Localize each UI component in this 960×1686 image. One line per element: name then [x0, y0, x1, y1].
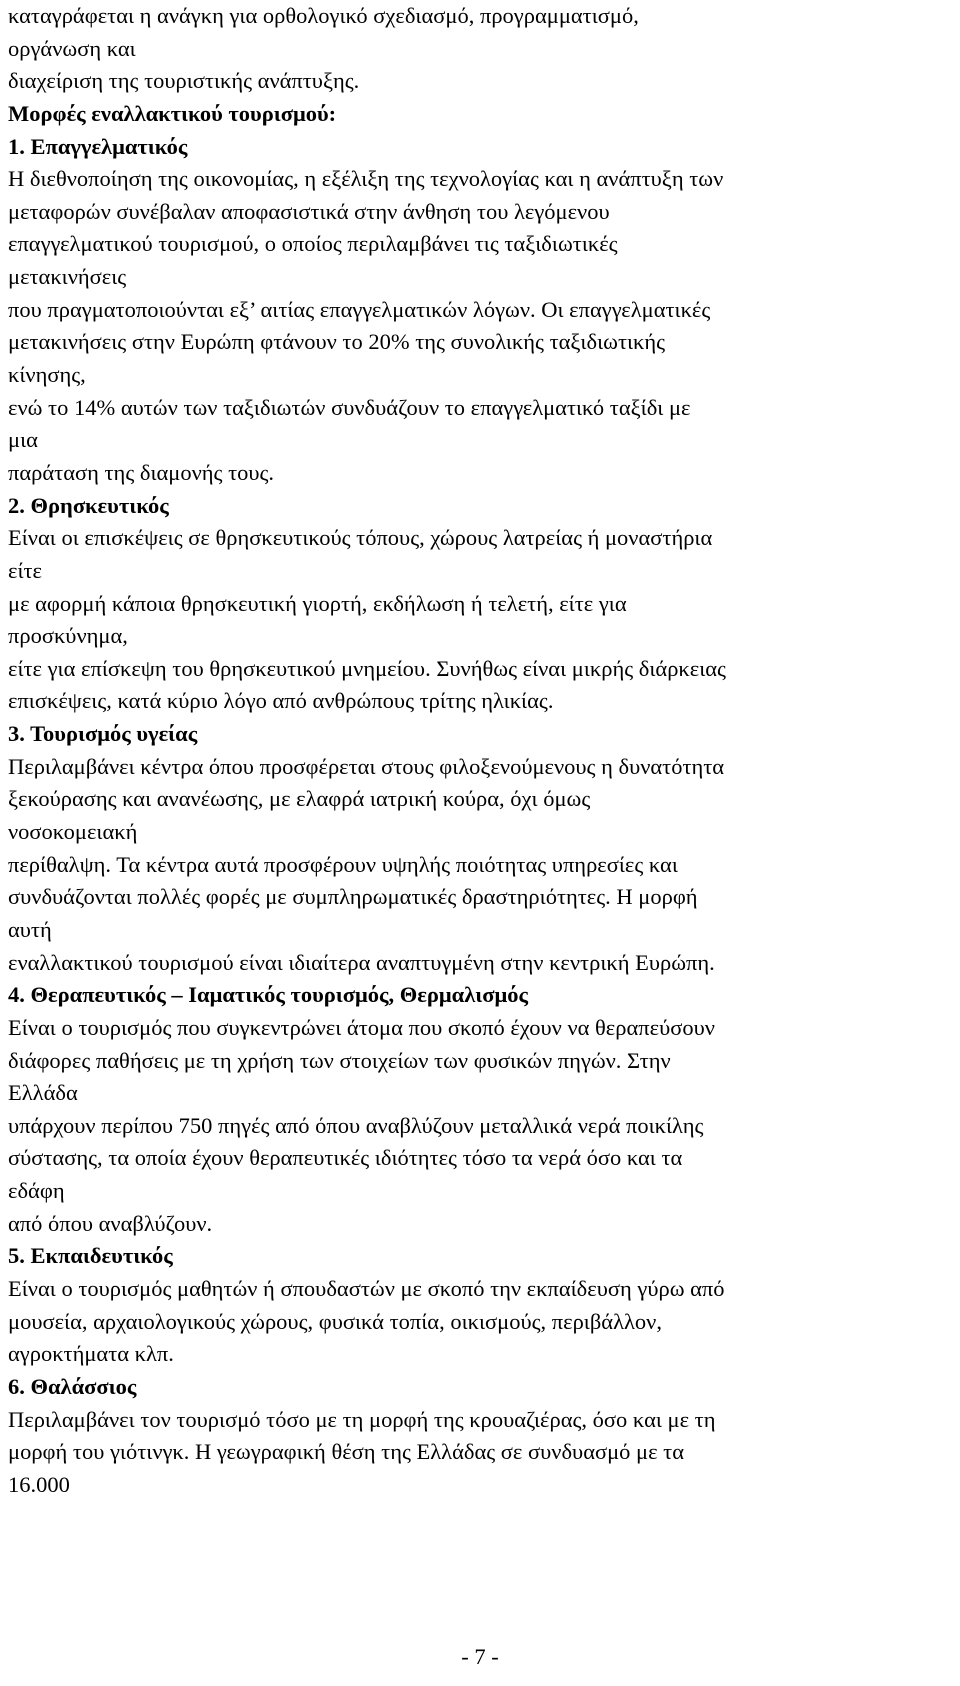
- text-line: συνδυάζονται πολλές φορές με συμπληρωματικές δραστηριότητες. Η μορφή: [8, 884, 698, 910]
- text-line: μετακινήσεις: [8, 264, 127, 290]
- text-line: Η διεθνοποίηση της οικονομίας, η εξέλιξη της τεχνολογίας και η ανάπτυξη των: [8, 166, 724, 192]
- text-line: Περιλαμβάνει τον τουρισμό τόσο με τη μορφή της κρουαζιέρας, όσο και με τη: [8, 1406, 716, 1432]
- text-line: νοσοκομειακή: [8, 819, 138, 845]
- text-line: Ελλάδα: [8, 1080, 78, 1106]
- text-line: περίθαλψη. Τα κέντρα αυτά προσφέρουν υψηλής ποιότητας υπηρεσίες και: [8, 851, 678, 877]
- section-heading: 5. Εκπαιδευτικός: [8, 1243, 173, 1269]
- text-line: μετακινήσεις στην Ευρώπη φτάνουν το 20% της συνολικής ταξιδιωτικής: [8, 329, 666, 355]
- text-line: εναλλακτικού τουρισμού είναι ιδιαίτερα αναπτυγμένη στην κεντρική Ευρώπη.: [8, 949, 715, 975]
- text-line: προσκύνημα,: [8, 623, 128, 649]
- text-line: που πραγματοποιούνται εξ’ αιτίας επαγγελματικών λόγων. Οι επαγγελματικές: [8, 296, 711, 322]
- text-line: είτε για επίσκεψη του θρησκευτικού μνημείου. Συνήθως είναι μικρής διάρκειας: [8, 655, 726, 681]
- document-body: [8, 0, 958, 1501]
- section-heading: 6. Θαλάσσιος: [8, 1373, 137, 1399]
- text-line: Είναι ο τουρισμός μαθητών ή σπουδαστών με σκοπό την εκπαίδευση γύρω από: [8, 1275, 725, 1301]
- text-line: κίνησης,: [8, 362, 86, 388]
- text-line: παράταση της διαμονής τους.: [8, 459, 275, 485]
- text-line: αυτή: [8, 916, 52, 942]
- section-heading: 1. Επαγγελματικός: [8, 133, 188, 159]
- text-line: μεταφορών συνέβαλαν αποφασιστικά στην άνθηση του λεγόμενου: [8, 198, 610, 224]
- text-line: μορφή του γιότινγκ. Η γεωγραφική θέση της Ελλάδας σε συνδυασμό με τα: [8, 1439, 685, 1465]
- text-line: Είναι ο τουρισμός που συγκεντρώνει άτομα που σκοπό έχουν να θεραπεύσουν: [8, 1014, 715, 1040]
- text-line: με αφορμή κάποια θρησκευτική γιορτή, εκδήλωση ή τελετή, είτε για: [8, 590, 627, 616]
- section-heading: 4. Θεραπευτικός – Ιαματικός τουρισμός, Θερμαλισμός: [8, 982, 528, 1008]
- text-line: καταγράφεται η ανάγκη για ορθολογικό σχεδιασμό, προγραμματισμό,: [8, 3, 639, 28]
- page-number: - 7 -: [461, 1644, 499, 1669]
- text-line: ξεκούρασης και ανανέωσης, με ελαφρά ιατρική κούρα, όχι όμως: [8, 786, 591, 812]
- text-line: αγροκτήματα κλπ.: [8, 1341, 174, 1367]
- text-line: επαγγελματικού τουρισμού, ο οποίος περιλαμβάνει τις ταξιδιωτικές: [8, 231, 618, 257]
- text-line: 16.000: [8, 1471, 70, 1497]
- text-line: από όπου αναβλύζουν.: [8, 1210, 213, 1236]
- text-line: μια: [8, 427, 38, 453]
- text-line: Είναι οι επισκέψεις σε θρησκευτικούς τόπους, χώρους λατρείας ή μοναστήρια: [8, 525, 713, 551]
- text-line: εδάφη: [8, 1178, 65, 1204]
- text-line: σύστασης, τα οποία έχουν θεραπευτικές ιδιότητες τόσο τα νερά όσο και τα: [8, 1145, 683, 1171]
- text-line: διάφορες παθήσεις με τη χρήση των στοιχείων των φυσικών πηγών. Στην: [8, 1047, 671, 1073]
- text-line: διαχείριση της τουριστικής ανάπτυξης.: [8, 68, 360, 94]
- section-heading: Μορφές εναλλακτικού τουρισμού:: [8, 100, 337, 126]
- text-line: είτε: [8, 557, 42, 583]
- text-line: ενώ το 14% αυτών των ταξιδιωτών συνδυάζουν το επαγγελματικό ταξίδι με: [8, 394, 691, 420]
- text-line: υπάρχουν περίπου 750 πηγές από όπου αναβλύζουν μεταλλικά νερά ποικίλης: [8, 1112, 704, 1138]
- text-line: οργάνωση και: [8, 35, 136, 61]
- text-line: Περιλαμβάνει κέντρα όπου προσφέρεται στους φιλοξενούμενους η δυνατότητα: [8, 753, 725, 779]
- text-line: μουσεία, αρχαιολογικούς χώρους, φυσικά τοπία, οικισμούς, περιβάλλον,: [8, 1308, 662, 1334]
- section-heading: 2. Θρησκευτικός: [8, 492, 169, 518]
- section-heading: 3. Τουρισμός υγείας: [8, 721, 198, 747]
- text-line: επισκέψεις, κατά κύριο λόγο από ανθρώπους τρίτης ηλικίας.: [8, 688, 554, 714]
